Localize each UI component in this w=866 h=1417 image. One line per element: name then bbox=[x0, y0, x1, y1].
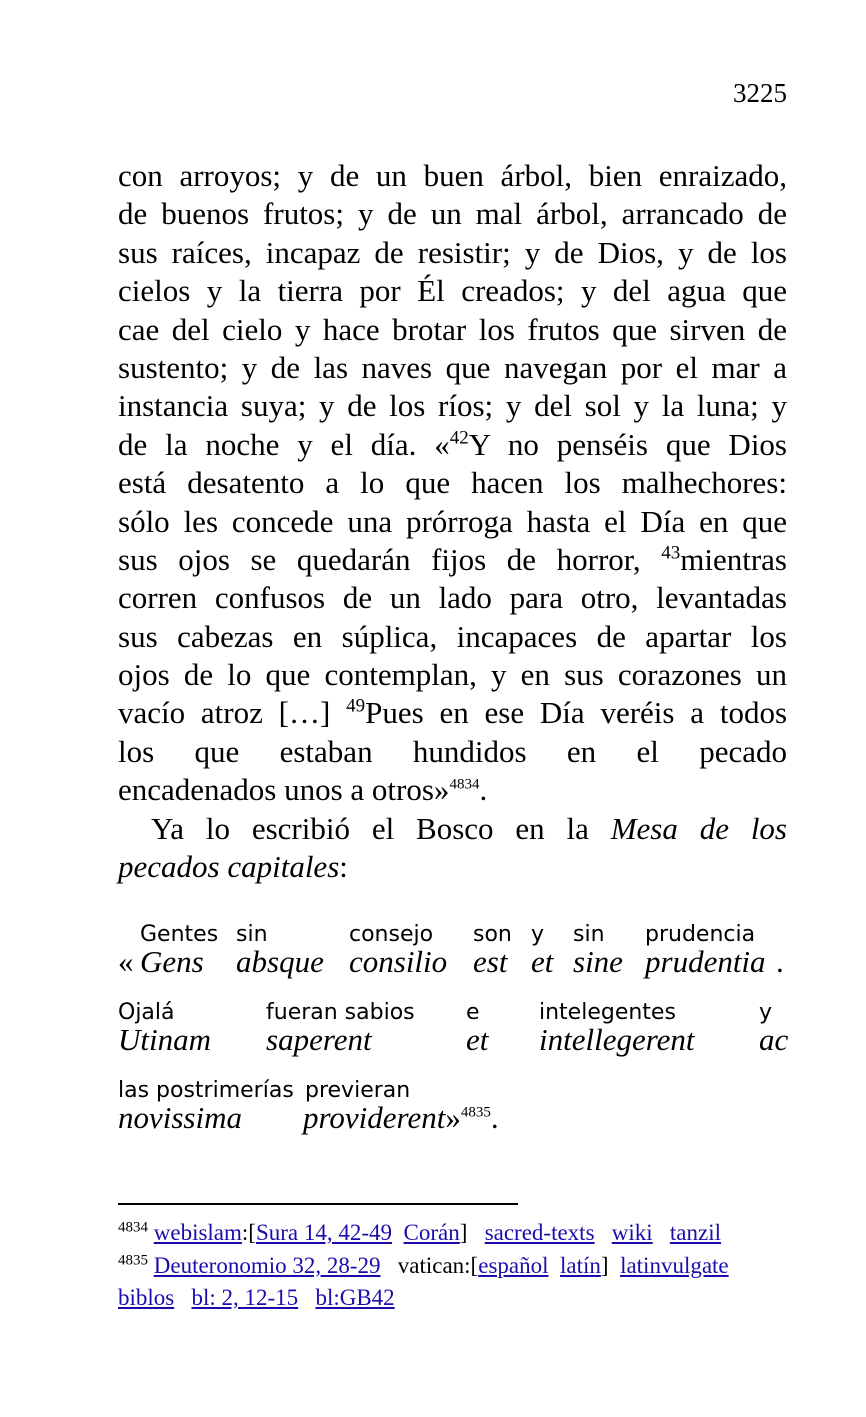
sacred-texts-link[interactable]: sacred-texts bbox=[484, 1220, 595, 1245]
latin-word: novissima bbox=[118, 1100, 242, 1135]
gloss-word: las postrimerías bbox=[118, 1078, 294, 1103]
gloss-word: consejo bbox=[349, 922, 434, 947]
gloss-word: y bbox=[759, 1000, 773, 1025]
latin-word: absque bbox=[236, 944, 324, 979]
sura-link[interactable]: Sura 14, 42-49 bbox=[255, 1220, 393, 1245]
latinvulgate-link[interactable]: latinvulgate bbox=[620, 1253, 729, 1278]
page-number: 3225 bbox=[733, 78, 787, 108]
latin-line-end bbox=[303, 1100, 499, 1136]
verse-number: 43 bbox=[661, 542, 681, 564]
latin-word: consilio bbox=[349, 944, 448, 979]
text-line bbox=[118, 426, 787, 464]
gloss-word: e bbox=[466, 1000, 480, 1025]
close-quote: » bbox=[445, 1100, 461, 1135]
footnote-number: 4834 bbox=[118, 1219, 148, 1236]
book-title: pecados capitales bbox=[118, 849, 340, 885]
text-line bbox=[118, 694, 787, 732]
text-line: instancia suya; y de los ríos; y del sol y la luna; y bbox=[118, 388, 787, 424]
text-fragment: : bbox=[339, 849, 348, 885]
gloss-word: fueran sabios bbox=[266, 1000, 415, 1025]
gloss-word: y bbox=[531, 922, 545, 947]
bl-link[interactable]: bl: 2, 12-15 bbox=[191, 1285, 299, 1310]
text-fragment: . bbox=[479, 772, 488, 808]
text-line: sólo les concede una prórroga hasta el Día en que bbox=[118, 503, 787, 539]
latin-word: et bbox=[531, 944, 554, 979]
footnote-4835-cont bbox=[118, 1285, 787, 1311]
period: . bbox=[776, 944, 784, 979]
text-line: sus cabezas en súplica, incapaces de apartar los bbox=[118, 618, 787, 654]
footnote-ref: 4834 bbox=[449, 776, 480, 793]
footnote-4835 bbox=[118, 1253, 787, 1279]
second-paragraph bbox=[118, 810, 787, 887]
footnote-ref: 4835 bbox=[460, 1104, 491, 1121]
text-fragment: Y no penséis que Dios bbox=[468, 426, 787, 462]
interlinear-row bbox=[118, 918, 798, 998]
biblos-link[interactable]: biblos bbox=[118, 1285, 175, 1310]
text-line: de buenos frutos; y de un mal árbol, arrancado de bbox=[118, 196, 787, 232]
text-fragment: mientras bbox=[680, 541, 787, 577]
text-line bbox=[118, 771, 787, 809]
latin-word: prudentia bbox=[645, 944, 766, 979]
footnote-divider bbox=[118, 1203, 518, 1205]
footnote-text: vatican:[ bbox=[397, 1253, 479, 1278]
latin-word: sine bbox=[573, 944, 623, 979]
footnote-text: ] bbox=[600, 1253, 609, 1278]
main-paragraph bbox=[118, 157, 787, 810]
text-fragment: Ya lo escribió el Bosco en la bbox=[151, 811, 611, 846]
open-quote: « bbox=[118, 944, 134, 979]
gloss-word: sin bbox=[236, 922, 268, 947]
gloss-word: Gentes bbox=[140, 922, 219, 947]
latin-word: intellegerent bbox=[539, 1022, 695, 1057]
footnote-text: ] bbox=[459, 1220, 468, 1245]
footnote-text: :[ bbox=[241, 1220, 256, 1245]
verse-number: 42 bbox=[449, 427, 469, 449]
gloss-word: prudencia bbox=[645, 922, 756, 947]
gloss-word: sin bbox=[573, 922, 605, 947]
text-line: sustento; y de las naves que navegan por el mar a bbox=[118, 349, 787, 385]
text-line: los que estaban hundidos en el pecado bbox=[118, 733, 787, 769]
gloss-word: intelegentes bbox=[539, 1000, 676, 1025]
text-line: está desatento a lo que hacen los malhechores: bbox=[118, 465, 787, 501]
text-fragment: sus ojos se quedarán fijos de horror, bbox=[118, 541, 662, 577]
interlinear-row bbox=[118, 1074, 798, 1154]
text-line: sus raíces, incapaz de resistir; y de Dios, y de los bbox=[118, 234, 787, 270]
latin-word: Gens bbox=[140, 944, 204, 979]
tanzil-link[interactable]: tanzil bbox=[669, 1220, 722, 1245]
text-line: cae del cielo y hace brotar los frutos que sirven de bbox=[118, 311, 787, 347]
gloss-word: son bbox=[473, 922, 512, 947]
text-line bbox=[118, 541, 787, 579]
latin-word: providerent bbox=[303, 1100, 446, 1135]
coran-link[interactable]: Corán bbox=[403, 1220, 460, 1245]
text-line: con arroyos; y de un buen árbol, bien enraizado, bbox=[118, 158, 787, 193]
text-line bbox=[118, 810, 787, 848]
wiki-link[interactable]: wiki bbox=[611, 1220, 653, 1245]
text-fragment: encadenados unos a otros» bbox=[118, 772, 450, 808]
interlinear-row bbox=[118, 996, 798, 1076]
latin-word: est bbox=[473, 944, 508, 979]
latin-word: ac bbox=[759, 1022, 789, 1057]
text-fragment: Pues en ese Día veréis a todos bbox=[365, 695, 788, 731]
latin-word: et bbox=[466, 1022, 489, 1057]
latin-link[interactable]: latín bbox=[560, 1253, 601, 1278]
footnote-4834 bbox=[118, 1220, 787, 1246]
verse-number: 49 bbox=[346, 696, 366, 718]
bl-gb42-link[interactable]: bl:GB42 bbox=[315, 1285, 395, 1310]
text-line: ojos de lo que contemplan, y en sus corazones un bbox=[118, 657, 787, 693]
book-title: Mesa de los bbox=[610, 811, 787, 846]
text-fragment: de la noche y el día. « bbox=[118, 426, 450, 462]
deuteronomio-link[interactable]: Deuteronomio 32, 28-29 bbox=[153, 1253, 381, 1278]
text-line bbox=[118, 848, 787, 886]
espanol-link[interactable]: español bbox=[478, 1253, 549, 1278]
footnote-number: 4835 bbox=[118, 1252, 148, 1269]
period: . bbox=[490, 1100, 499, 1135]
latin-word: Utinam bbox=[118, 1022, 211, 1057]
gloss-word: previeran bbox=[305, 1078, 411, 1103]
text-line: corren confusos de un lado para otro, levantadas bbox=[118, 580, 787, 616]
latin-word: saperent bbox=[266, 1022, 372, 1057]
text-fragment: vacío atroz […] bbox=[118, 695, 347, 731]
webislam-link[interactable]: webislam bbox=[153, 1220, 242, 1245]
text-line: cielos y la tierra por Él creados; y del agua que bbox=[118, 273, 787, 309]
gloss-word: Ojalá bbox=[118, 1000, 175, 1025]
